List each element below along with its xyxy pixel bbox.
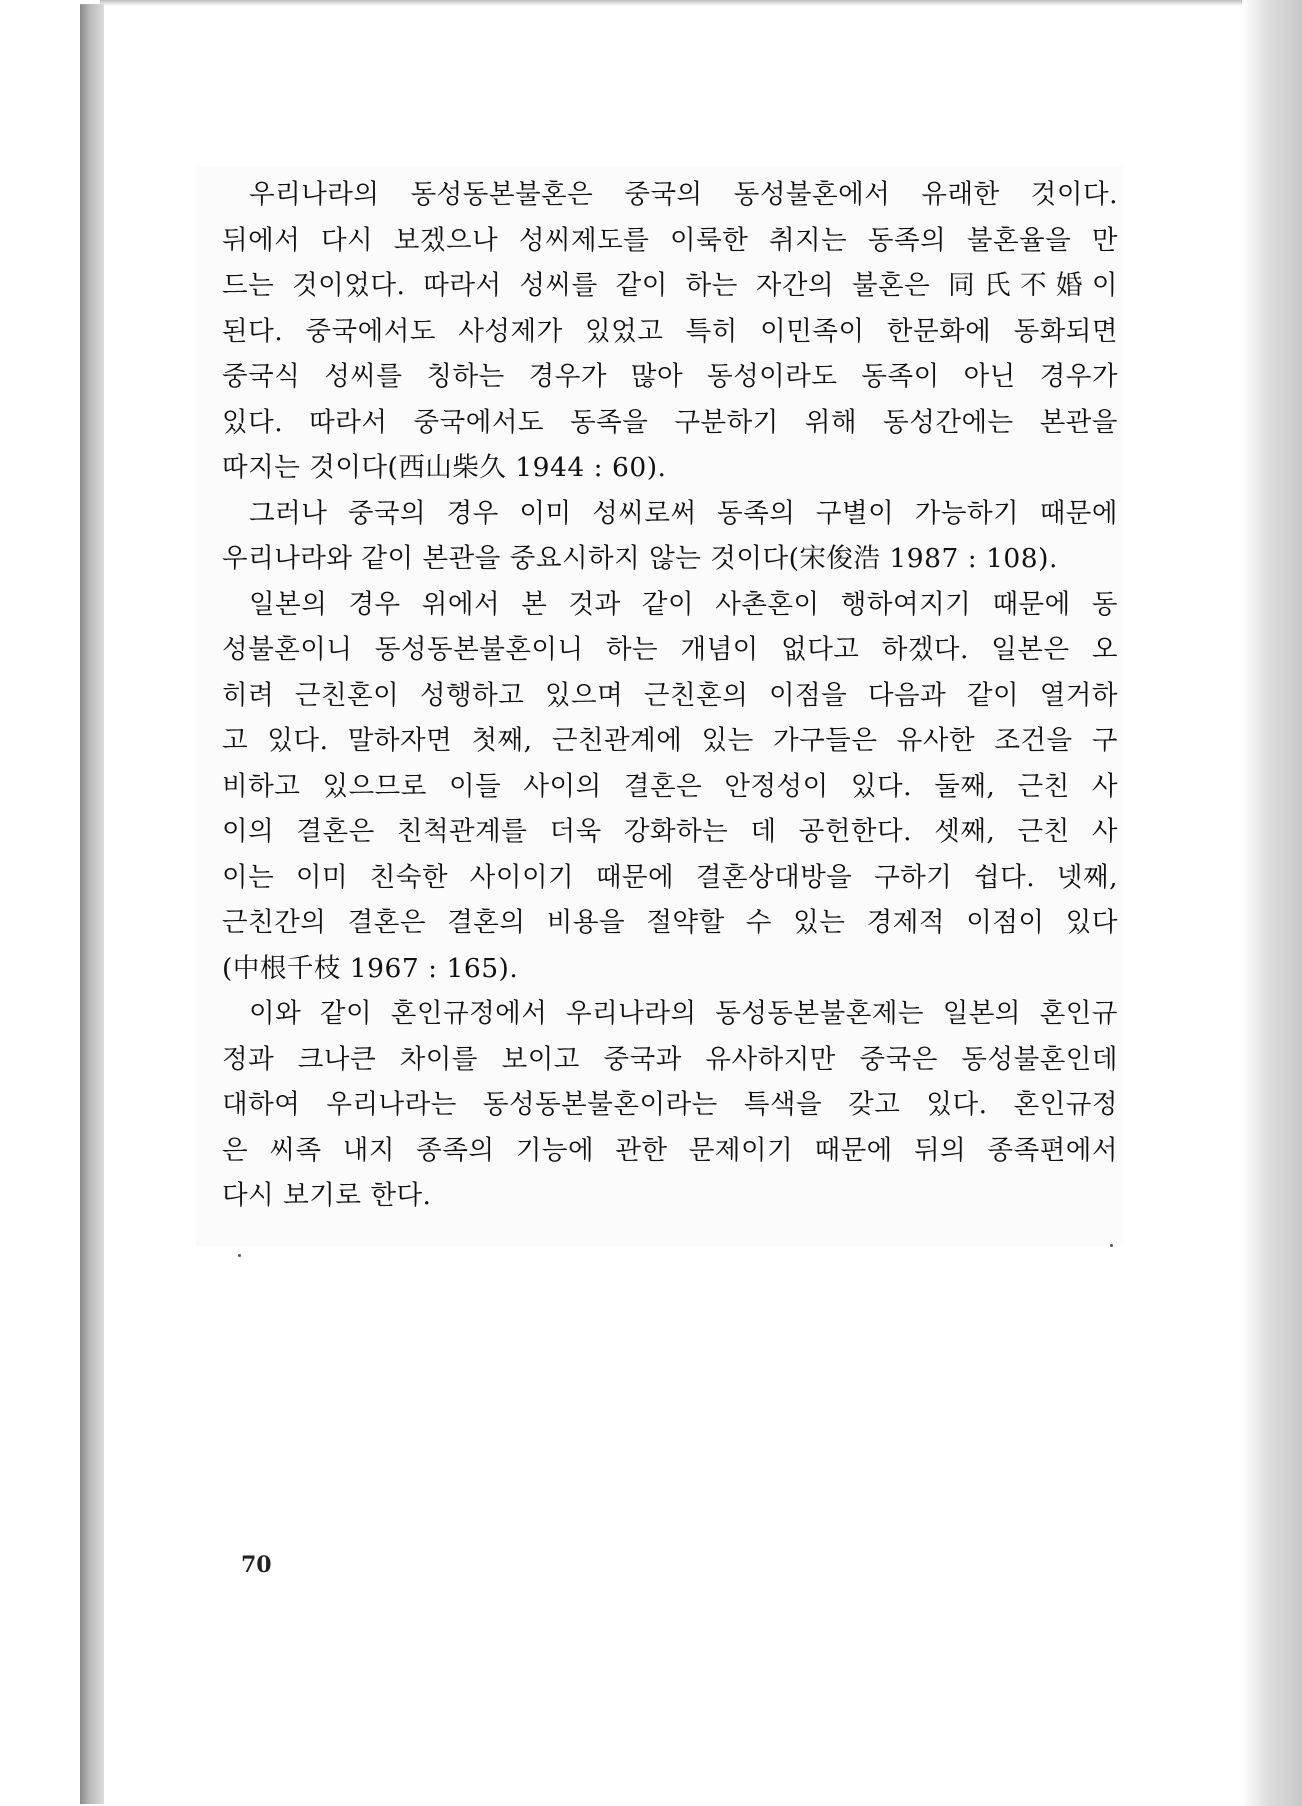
body-text: [222, 172, 1118, 1219]
text-line: 근친간의 결혼은 결혼의 비용을 절약할 수 있는 경제적 이점이 있다: [222, 907, 1118, 938]
text-line: 일본의 경우 위에서 본 것과 같이 사촌혼이 행하여지기 때문에 동: [249, 588, 1118, 620]
text-line: 은 씨족 내지 종족의 기능에 관한 문제이기 때문에 뒤의 종족편에서: [222, 1134, 1118, 1166]
text-line: 다시 보기로 한다.: [222, 1180, 432, 1211]
text-line: 그러나 중국의 경우 이미 성씨로써 동족의 구별이 가능하기 때문에: [249, 497, 1118, 529]
text-line: 우리나라의 동성동본불혼은 중국의 동성불혼에서 유래한 것이다.: [249, 179, 1118, 210]
page-number: 70: [241, 1552, 272, 1578]
text-line: 된다. 중국에서도 사성제가 있었고 특히 이민족이 한문화에 동화되면: [222, 315, 1118, 347]
text-line: 이는 이미 친숙한 사이이기 때문에 결혼상대방을 구하기 쉽다. 넷째,: [222, 861, 1118, 893]
text-line: 비하고 있으므로 이들 사이의 결혼은 안정성이 있다. 둘째, 근친 사: [222, 770, 1118, 802]
paper-speck: [1110, 1244, 1113, 1247]
text-line: 우리나라와 같이 본관을 중요시하지 않는 것이다(宋俊浩 1987 : 108).: [222, 543, 1058, 574]
page-right-edge-shadow: [1242, 0, 1302, 1806]
paragraph-4: [222, 991, 1118, 1219]
text-line: 있다. 따라서 중국에서도 동족을 구분하기 위해 동성간에는 본관을: [222, 406, 1118, 438]
text-line: 뒤에서 다시 보겠으나 성씨제도를 이룩한 취지는 동족의 불혼율을 만: [222, 224, 1118, 256]
paragraph-1: [222, 172, 1118, 491]
text-line: 히려 근친혼이 성행하고 있으며 근친혼의 이점을 다음과 같이 열거하: [222, 679, 1118, 711]
text-line: 대하여 우리나라는 동성동본불혼이라는 특색을 갖고 있다. 혼인규정: [222, 1089, 1118, 1120]
text-line: 고 있다. 말하자면 첫째, 근친관계에 있는 가구들은 유사한 조건을 구: [222, 725, 1118, 756]
text-line: 이의 결혼은 친척관계를 더욱 강화하는 데 공헌한다. 셋째, 근친 사: [222, 816, 1118, 847]
text-line: 성불혼이니 동성동본불혼이니 하는 개념이 없다고 하겠다. 일본은 오: [222, 634, 1118, 665]
paragraph-2: [222, 491, 1118, 582]
text-line: 이와 같이 혼인규정에서 우리나라의 동성동본불혼제는 일본의 혼인규: [249, 998, 1118, 1029]
text-line: 드는 것이었다. 따라서 성씨를 같이 하는 자간의 불혼은 同氏不婚이: [222, 270, 1118, 301]
text-line: 따지는 것이다(西山柴久 1944 : 60).: [222, 452, 667, 483]
text-line: 중국식 성씨를 칭하는 경우가 많아 동성이라도 동족이 아닌 경우가: [222, 361, 1118, 392]
page-left-edge-shadow: [80, 4, 104, 1804]
text-line: (中根千枝 1967 : 165).: [222, 952, 519, 984]
paper-speck: [238, 1254, 241, 1257]
text-line: 정과 크나큰 차이를 보이고 중국과 유사하지만 중국은 동성불혼인데: [222, 1043, 1118, 1075]
paragraph-3: [222, 582, 1118, 992]
